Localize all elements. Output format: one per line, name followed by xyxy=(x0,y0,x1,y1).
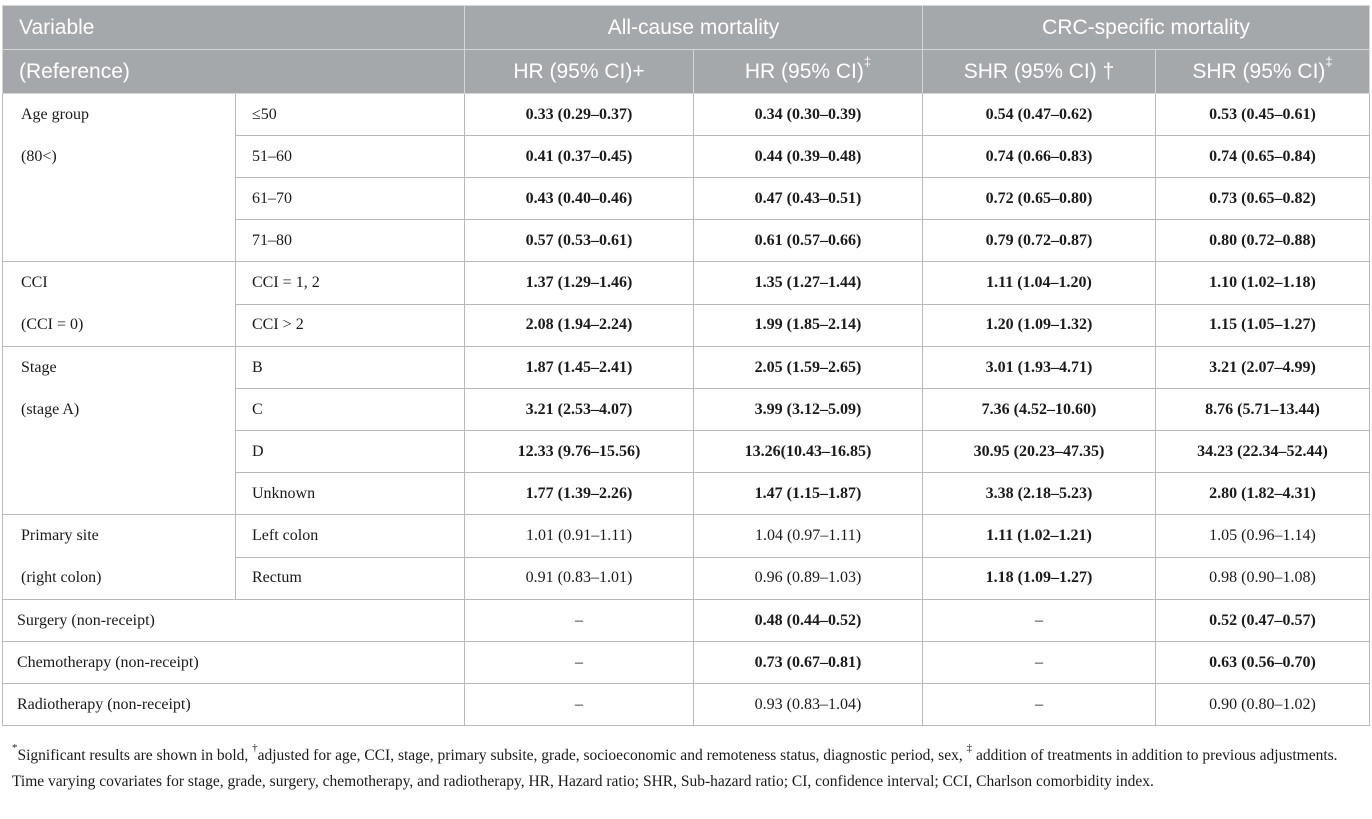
header-label: HR (95% CI) xyxy=(744,59,864,83)
value-cell: 0.41 (0.37–0.45) xyxy=(465,136,694,178)
value-cell: 2.80 (1.82–4.31) xyxy=(1156,473,1370,515)
value-cell: 2.08 (1.94–2.24) xyxy=(465,304,694,347)
value-cell: – xyxy=(465,600,694,642)
table-row xyxy=(3,642,1370,684)
value-cell: 1.99 (1.85–2.14) xyxy=(694,304,923,347)
value-cell: 30.95 (20.23–47.35) xyxy=(923,431,1156,473)
value-cell: 0.80 (0.72–0.88) xyxy=(1156,220,1370,262)
value-cell: – xyxy=(465,642,694,684)
variable-name: Stage xyxy=(21,359,57,376)
value-cell: 0.79 (0.72–0.87) xyxy=(923,220,1156,262)
header-label: HR (95% CI) xyxy=(513,59,633,83)
value-cell: 0.74 (0.66–0.83) xyxy=(923,136,1156,178)
table-row xyxy=(3,600,1370,642)
category-cell: Unknown xyxy=(236,473,465,515)
value-cell: 0.73 (0.67–0.81) xyxy=(694,642,923,684)
header-col-hr-2 xyxy=(694,50,923,94)
header-col-hr-1 xyxy=(465,50,694,94)
category-cell: D xyxy=(236,431,465,473)
table-row xyxy=(3,262,1370,305)
value-cell: 0.90 (0.80–1.02) xyxy=(1156,684,1370,726)
table-header xyxy=(3,6,1370,94)
table-row xyxy=(3,684,1370,726)
value-cell: 0.96 (0.89–1.03) xyxy=(694,557,923,600)
variable-cell xyxy=(3,94,236,262)
value-cell: 1.01 (0.91–1.11) xyxy=(465,515,694,558)
value-cell: – xyxy=(923,684,1156,726)
value-cell: 0.74 (0.65–0.84) xyxy=(1156,136,1370,178)
value-cell: 13.26(10.43–16.85) xyxy=(694,431,923,473)
variable-cell xyxy=(3,262,236,347)
header-variable: Variable xyxy=(3,6,465,50)
header-row-1 xyxy=(3,6,1370,50)
header-label: SHR (95% CI) xyxy=(1192,59,1326,83)
value-cell: 1.10 (1.02–1.18) xyxy=(1156,262,1370,305)
value-cell: 0.93 (0.83–1.04) xyxy=(694,684,923,726)
value-cell: 0.34 (0.30–0.39) xyxy=(694,94,923,136)
value-cell: 0.91 (0.83–1.01) xyxy=(465,557,694,600)
variable-reference: (80<) xyxy=(21,148,57,165)
value-cell: 1.05 (0.96–1.14) xyxy=(1156,515,1370,558)
value-cell: 1.11 (1.02–1.21) xyxy=(923,515,1156,558)
category-cell: 61–70 xyxy=(236,178,465,220)
value-cell: 8.76 (5.71–13.44) xyxy=(1156,389,1370,431)
header-mark: ‡ xyxy=(863,53,872,69)
value-cell: 0.72 (0.65–0.80) xyxy=(923,178,1156,220)
value-cell: 3.21 (2.07–4.99) xyxy=(1156,347,1370,389)
variable-cell xyxy=(3,347,236,515)
value-cell: 1.35 (1.27–1.44) xyxy=(694,262,923,305)
header-label: SHR (95% CI) xyxy=(963,59,1103,83)
value-cell: 0.54 (0.47–0.62) xyxy=(923,94,1156,136)
value-cell: 1.04 (0.97–1.11) xyxy=(694,515,923,558)
category-cell: CCI > 2 xyxy=(236,304,465,347)
variable-cell: Chemotherapy (non-receipt) xyxy=(3,642,465,684)
variable-cell: Surgery (non-receipt) xyxy=(3,600,465,642)
value-cell: 3.38 (2.18–5.23) xyxy=(923,473,1156,515)
category-cell: 51–60 xyxy=(236,136,465,178)
footnote-mark: ‡ xyxy=(966,741,973,754)
value-cell: 0.63 (0.56–0.70) xyxy=(1156,642,1370,684)
footnote-text: Significant results are shown in bold, xyxy=(17,747,253,764)
variable-reference: (right colon) xyxy=(21,569,102,586)
value-cell: 34.23 (22.34–52.44) xyxy=(1156,431,1370,473)
value-cell: 1.37 (1.29–1.46) xyxy=(465,262,694,305)
variable-name: Primary site xyxy=(21,527,99,544)
value-cell: 1.47 (1.15–1.87) xyxy=(694,473,923,515)
table-row xyxy=(3,347,1370,389)
value-cell: 0.52 (0.47–0.57) xyxy=(1156,600,1370,642)
header-mark: ‡ xyxy=(1325,53,1333,69)
value-cell: 3.99 (3.12–5.09) xyxy=(694,389,923,431)
value-cell: 0.33 (0.29–0.37) xyxy=(465,94,694,136)
header-reference: (Reference) xyxy=(3,50,465,94)
value-cell: 3.21 (2.53–4.07) xyxy=(465,389,694,431)
footnote-text: addition of treatments in addition to previous adjustments. Time varying covariates for stage, grade, surgery, chemotherapy, and radiotherapy, HR, Hazard ratio; SHR, Sub-hazard ratio; CI, confidence interval; CCI, Charlson comorbidity index. xyxy=(12,747,1338,790)
category-cell: B xyxy=(236,347,465,389)
table-footnote xyxy=(12,743,1362,795)
value-cell: 1.15 (1.05–1.27) xyxy=(1156,304,1370,347)
category-cell: Left colon xyxy=(236,515,465,558)
value-cell: 1.20 (1.09–1.32) xyxy=(923,304,1156,347)
table-body xyxy=(3,94,1370,726)
value-cell: 0.44 (0.39–0.48) xyxy=(694,136,923,178)
footnote-mark: † xyxy=(252,741,258,754)
header-mark: + xyxy=(632,59,645,83)
mortality-table xyxy=(2,5,1370,726)
value-cell: 12.33 (9.76–15.56) xyxy=(465,431,694,473)
variable-reference: (stage A) xyxy=(21,401,80,418)
footnote-text: adjusted for age, CCI, stage, primary subsite, grade, socioeconomic and remoteness status, diagnostic period, sex, xyxy=(257,747,967,764)
value-cell: 0.57 (0.53–0.61) xyxy=(465,220,694,262)
header-all-cause-mortality: All-cause mortality xyxy=(465,6,923,50)
value-cell: 1.18 (1.09–1.27) xyxy=(923,557,1156,600)
value-cell: 0.98 (0.90–1.08) xyxy=(1156,557,1370,600)
value-cell: – xyxy=(923,642,1156,684)
value-cell: 1.77 (1.39–2.26) xyxy=(465,473,694,515)
value-cell: 7.36 (4.52–10.60) xyxy=(923,389,1156,431)
variable-reference: (CCI = 0) xyxy=(21,316,84,333)
variable-cell: Radiotherapy (non-receipt) xyxy=(3,684,465,726)
header-crc-specific-mortality: CRC-specific mortality xyxy=(923,6,1370,50)
value-cell: – xyxy=(465,684,694,726)
header-col-shr-2 xyxy=(1156,50,1370,94)
category-cell: C xyxy=(236,389,465,431)
value-cell: – xyxy=(923,600,1156,642)
value-cell: 0.47 (0.43–0.51) xyxy=(694,178,923,220)
category-cell: ≤50 xyxy=(236,94,465,136)
variable-cell xyxy=(3,515,236,600)
value-cell: 0.48 (0.44–0.52) xyxy=(694,600,923,642)
category-cell: Rectum xyxy=(236,557,465,600)
header-col-shr-1 xyxy=(923,50,1156,94)
value-cell: 0.53 (0.45–0.61) xyxy=(1156,94,1370,136)
value-cell: 3.01 (1.93–4.71) xyxy=(923,347,1156,389)
header-mark: † xyxy=(1102,59,1115,83)
category-cell: 71–80 xyxy=(236,220,465,262)
value-cell: 0.73 (0.65–0.82) xyxy=(1156,178,1370,220)
category-cell: CCI = 1, 2 xyxy=(236,262,465,305)
value-cell: 0.43 (0.40–0.46) xyxy=(465,178,694,220)
table-row xyxy=(3,94,1370,136)
footnote-mark: * xyxy=(12,741,18,754)
variable-name: CCI xyxy=(21,274,48,291)
value-cell: 1.11 (1.04–1.20) xyxy=(923,262,1156,305)
value-cell: 2.05 (1.59–2.65) xyxy=(694,347,923,389)
variable-name: Age group xyxy=(21,106,89,123)
value-cell: 1.87 (1.45–2.41) xyxy=(465,347,694,389)
value-cell: 0.61 (0.57–0.66) xyxy=(694,220,923,262)
header-row-2 xyxy=(3,50,1370,94)
table-row xyxy=(3,515,1370,558)
